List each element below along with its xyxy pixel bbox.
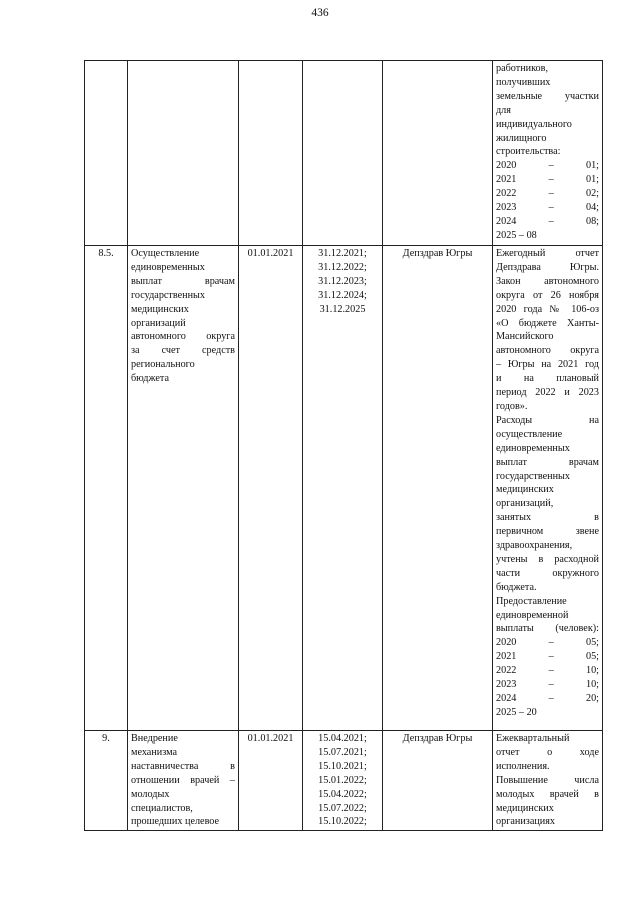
result-line: работников,	[496, 63, 548, 74]
result-line: учтены в расходной	[496, 553, 599, 565]
result-line: «О бюджете Ханты-	[496, 317, 599, 329]
description-line: Осуществление	[131, 248, 200, 259]
result-line: Предоставление	[496, 595, 567, 607]
result-line: автономного округа	[496, 345, 599, 357]
result-line: здравоохранения,	[496, 540, 573, 552]
result-line: Ежеквартальный	[496, 733, 570, 744]
result-line: для	[496, 104, 511, 116]
result-cell	[493, 246, 603, 731]
deadline-date: 15.07.2022;	[318, 802, 367, 814]
measure-description-cell	[128, 246, 239, 731]
measure-description-cell	[128, 731, 239, 831]
result-line: осуществление	[496, 428, 563, 440]
deadline-cell	[303, 61, 383, 246]
result-line: 2025 – 20	[496, 706, 537, 718]
deadline-date: 15.04.2021;	[318, 733, 367, 744]
deadline-clip	[306, 732, 379, 829]
result-clip	[496, 732, 599, 829]
description-line: Внедрение	[131, 733, 178, 744]
result-line: 2020 – 05;	[496, 637, 599, 649]
result-line: единовременных	[496, 442, 570, 454]
result-line: медицинских	[496, 802, 554, 814]
description-line: выплат врачам	[131, 275, 235, 287]
result-line: исполнения.	[496, 760, 550, 772]
result-line: части окружного	[496, 567, 599, 579]
item-number-cell: 9.	[85, 731, 128, 831]
start-date-cell: 01.01.2021	[239, 731, 303, 831]
start-date-cell: 01.01.2021	[239, 246, 303, 731]
description-line: отношении врачей –	[131, 774, 235, 786]
result-line: единовременной	[496, 609, 569, 621]
description-line: прошедших целевое	[131, 816, 220, 828]
result-cell	[493, 731, 603, 831]
result-line: 2023 – 10;	[496, 679, 599, 691]
description-line: государственных	[131, 289, 205, 301]
result-line: бюджета.	[496, 581, 537, 593]
result-cell	[493, 61, 603, 246]
result-line: первичном звене	[496, 526, 599, 538]
result-line: занятых в	[496, 512, 599, 524]
result-line: жилищного	[496, 132, 547, 144]
result-line: – Югры на 2021 год	[496, 359, 599, 371]
deadline-cell	[303, 731, 383, 831]
measures-table	[84, 60, 603, 831]
description-line: организаций	[131, 317, 186, 329]
deadline-cell	[303, 246, 383, 731]
result-line: индивидуального	[496, 118, 572, 130]
responsible-cell: Депздрав Югры	[383, 731, 493, 831]
result-line: 2022 – 02;	[496, 188, 599, 200]
description-clip	[131, 732, 235, 829]
deadline-date: 15.04.2022;	[318, 788, 367, 800]
result-line: Мансийского	[496, 331, 554, 343]
measure-description-cell	[128, 61, 239, 246]
result-line: округа от 26 ноября	[496, 289, 599, 301]
deadline-date: 31.12.2021;	[318, 248, 367, 259]
deadline-date: 15.10.2021;	[318, 760, 367, 772]
deadline-date: 31.12.2025	[319, 303, 366, 315]
result-line: Расходы на	[496, 414, 599, 426]
item-number-cell	[85, 61, 128, 246]
description-line: автономного округа	[131, 331, 235, 343]
deadline-date: 31.12.2022;	[318, 261, 367, 273]
description-line: бюджета	[131, 373, 169, 385]
result-line: организаций,	[496, 498, 554, 510]
table-row	[85, 61, 603, 246]
item-number-cell: 8.5.	[85, 246, 128, 731]
description-line: единовременных	[131, 261, 205, 273]
result-line: 2023 – 04;	[496, 202, 599, 214]
result-line: и на плановый	[496, 373, 599, 385]
result-line: выплат врачам	[496, 456, 599, 468]
result-line: получивших	[496, 76, 551, 88]
responsible-cell: Депздрав Югры	[383, 246, 493, 731]
description-line: молодых	[131, 788, 170, 800]
deadline-date: 15.01.2022;	[318, 774, 367, 786]
result-line: выплаты (человек):	[496, 623, 599, 635]
result-line: 2022 – 10;	[496, 665, 599, 677]
result-line: 2024 – 08;	[496, 215, 599, 227]
deadline-date: 31.12.2024;	[318, 289, 367, 301]
table-row	[85, 731, 603, 831]
description-line: за счет средств	[131, 345, 235, 357]
result-line: 2020 – 01;	[496, 160, 599, 172]
deadline-date: 15.07.2021;	[318, 746, 367, 758]
result-line: годов».	[496, 400, 528, 412]
result-line: 2021 – 01;	[496, 174, 599, 186]
result-line: 2025 – 08	[496, 229, 537, 241]
result-line: отчет о ходе	[496, 746, 599, 758]
deadline-date: 15.10.2022;	[318, 816, 367, 828]
result-line: земельные участки	[496, 90, 599, 102]
result-line: 2021 – 05;	[496, 651, 599, 663]
table-row	[85, 246, 603, 731]
description-line: механизма	[131, 746, 177, 758]
result-line: период 2022 и 2023	[496, 387, 599, 399]
description-line: специалистов,	[131, 802, 193, 814]
result-line: Депздрава Югры.	[496, 261, 599, 273]
page-number: 436	[311, 7, 329, 19]
result-line: 2020 года № 106-оз	[496, 303, 599, 315]
description-line: медицинских	[131, 303, 189, 315]
result-line: Закон автономного	[496, 275, 599, 287]
start-date-cell	[239, 61, 303, 246]
responsible-cell	[383, 61, 493, 246]
result-line: Повышение числа	[496, 774, 599, 786]
description-line: наставничества в	[131, 760, 235, 772]
result-line: медицинских	[496, 484, 554, 496]
description-line: регионального	[131, 359, 195, 371]
result-line: 2024 – 20;	[496, 693, 599, 704]
result-line: государственных	[496, 470, 570, 482]
result-line: молодых врачей в	[496, 788, 599, 800]
result-line: организациях	[496, 816, 556, 828]
result-line: строительства:	[496, 146, 561, 158]
result-line: Ежегодный отчет	[496, 248, 599, 259]
deadline-date: 31.12.2023;	[318, 275, 367, 287]
